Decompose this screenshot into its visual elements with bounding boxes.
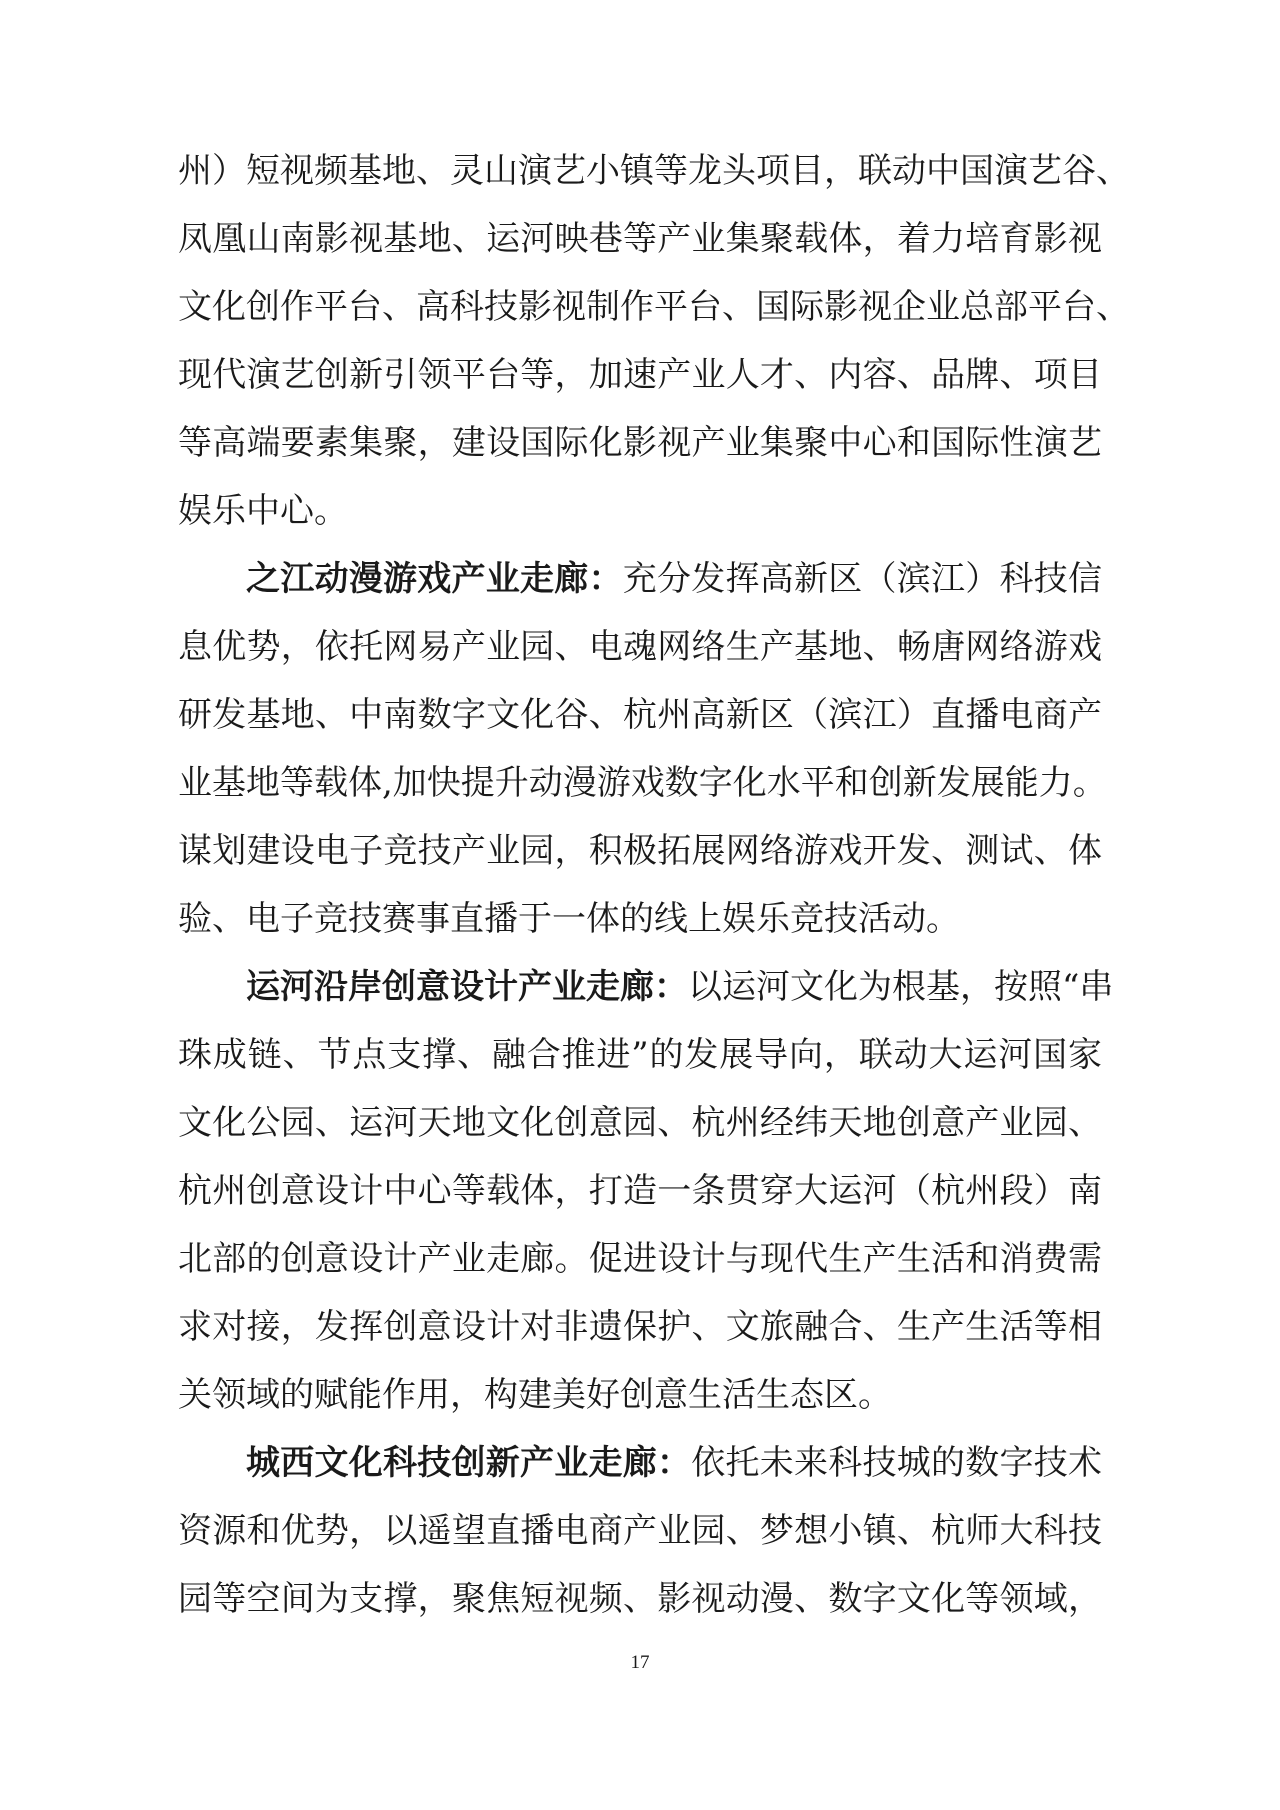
text-line: 文化创作平台、高科技影视制作平台、国际影视企业总部平台、 <box>178 287 1130 327</box>
text-line: 息优势，依托网易产业园、电魂网络生产基地、畅唐网络游戏 <box>178 627 1102 667</box>
text-line: 珠成链、节点支撑、融合推进”的发展导向，联动大运河国家 <box>178 1035 1102 1075</box>
section-heading-zhijiang: 之江动漫游戏产业走廊： <box>246 559 623 599</box>
paragraph-first-line <box>178 545 1102 613</box>
text-line: 资源和优势，以遥望直播电商产业园、梦想小镇、杭师大科技 <box>178 1511 1102 1551</box>
text-line: 验、电子竞技赛事直播于一体的线上娱乐竞技活动。 <box>178 899 960 939</box>
text-line: 娱乐中心。 <box>178 491 348 531</box>
text-run: 依托未来科技城的数字技术 <box>691 1443 1102 1483</box>
text-line: 求对接，发挥创意设计对非遗保护、文旅融合、生产生活等相 <box>178 1307 1102 1347</box>
paragraph-first-line <box>178 1429 1102 1497</box>
text-line: 杭州创意设计中心等载体，打造一条贯穿大运河（杭州段）南 <box>178 1171 1102 1211</box>
text-line: 现代演艺创新引领平台等，加速产业人才、内容、品牌、项目 <box>178 355 1102 395</box>
text-run: 以运河文化为根基，按照“串 <box>688 967 1114 1007</box>
text-line: 等高端要素集聚，建设国际化影视产业集聚中心和国际性演艺 <box>178 423 1102 463</box>
page-number: 17 <box>630 1652 650 1673</box>
section-heading-chengxi: 城西文化科技创新产业走廊： <box>246 1443 692 1483</box>
text-line: 州）短视频基地、灵山演艺小镇等龙头项目，联动中国演艺谷、 <box>178 151 1130 191</box>
body-text <box>178 137 1130 1633</box>
text-line: 研发基地、中南数字文化谷、杭州高新区（滨江）直播电商产 <box>178 695 1102 735</box>
text-line: 关领域的赋能作用，构建美好创意生活生态区。 <box>178 1375 892 1415</box>
text-run: 充分发挥高新区（滨江）科技信 <box>622 559 1102 599</box>
text-line: 谋划建设电子竞技产业园，积极拓展网络游戏开发、测试、体 <box>178 831 1102 871</box>
section-heading-yunhe: 运河沿岸创意设计产业走廊： <box>246 967 688 1007</box>
text-line: 业基地等载体,加快提升动漫游戏数字化水平和创新发展能力。 <box>178 763 1107 803</box>
text-line: 文化公园、运河天地文化创意园、杭州经纬天地创意产业园、 <box>178 1103 1102 1143</box>
text-line: 北部的创意设计产业走廊。促进设计与现代生产生活和消费需 <box>178 1239 1102 1279</box>
text-line: 凤凰山南影视基地、运河映巷等产业集聚载体，着力培育影视 <box>178 219 1102 259</box>
paragraph-first-line <box>178 953 1114 1021</box>
text-line: 园等空间为支撑，聚焦短视频、影视动漫、数字文化等领域， <box>178 1579 1102 1619</box>
